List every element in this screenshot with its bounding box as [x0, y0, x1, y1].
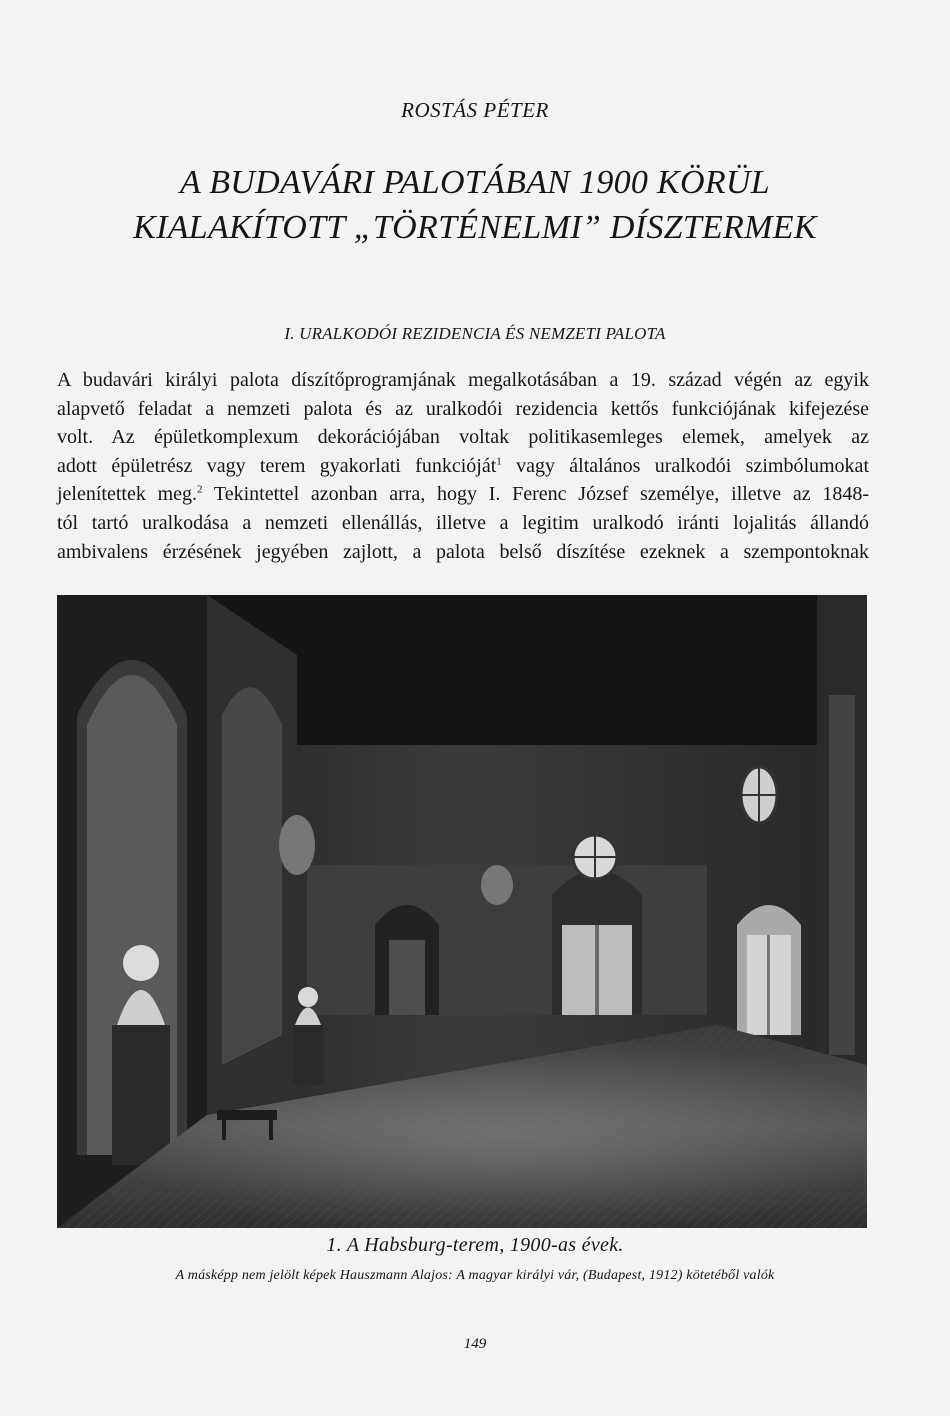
body-line-part: jelenítettek meg. [57, 483, 198, 506]
title-line-1: A BUDAVÁRI PALOTÁBAN 1900 KÖRÜL [179, 164, 770, 201]
title-line-2: KIALAKÍTOTT „TÖRTÉNELMI” DÍSZTERMEK [133, 209, 817, 246]
body-line: volt. Az épületkomplexum dekorációjában voltak politikasemleges elemek, amelyek az [57, 426, 869, 449]
figure-caption: 1. A Habsburg-terem, 1900-as évek. [326, 1234, 624, 1256]
body-line-part: vagy általános uralkodói szimbólumokat [501, 454, 869, 477]
body-line: ambivalens érzésének jegyében zajlott, a palota belső díszítése ezeknek a szempontoknak [57, 540, 869, 563]
body-line: A budavári királyi palota díszítőprogramjának megalkotásában a 19. század végén az egyik [57, 369, 869, 391]
section-heading: I. URALKODÓI REZIDENCIA ÉS NEMZETI PALOTA [284, 324, 666, 343]
figure-credit: A másképp nem jelölt képek Hauszmann Alajos: A magyar királyi vár, (Budapest, 1912) kötetéből valók [175, 1268, 775, 1283]
author-name: ROSTÁS PÉTER [401, 98, 549, 122]
footnote-marker: 2 [197, 483, 203, 496]
body-line [57, 452, 869, 481]
article-title [0, 160, 950, 250]
habsburg-hall-photo [57, 595, 867, 1228]
page-number: 149 [463, 1336, 487, 1352]
hall-interior-illustration [57, 595, 867, 1228]
body-line-part: Tekintettel azonban arra, hogy I. Ferenc József személye, illetve az 1848- [202, 483, 869, 506]
body-line-part: adott épületrész vagy terem gyakorlati funkcióját [57, 454, 497, 477]
body-line: alapvető feladat a nemzeti palota és az uralkodói rezidencia kettős funkciójának kifejezése [57, 397, 869, 420]
body-line [57, 480, 869, 509]
body-paragraph [57, 366, 869, 566]
body-line: tól tartó uralkodása a nemzeti ellenállás, illetve a legitim uralkodó iránti lojalitás állandó [57, 511, 869, 534]
footnote-marker: 1 [496, 455, 502, 468]
